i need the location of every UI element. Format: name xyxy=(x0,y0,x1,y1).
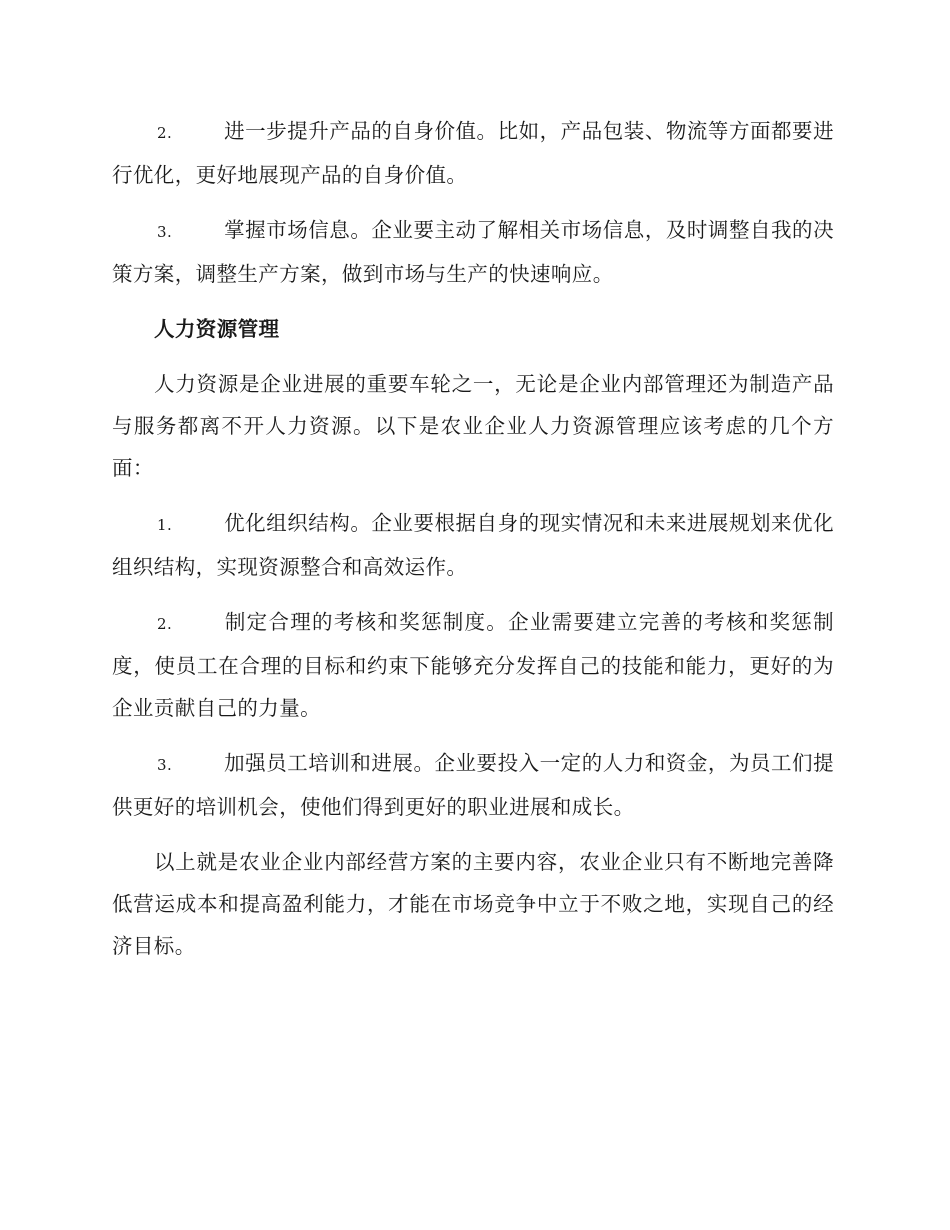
conclusion-paragraph: 以上就是农业企业内部经营方案的主要内容，农业企业只有不断地完善降低营运成本和提高盈利能力，才能在市场竞争中立于不败之地，实现自己的经济目标。 xyxy=(112,850,834,958)
list-item-text: 制定合理的考核和奖惩制度。企业需要建立完善的考核和奖惩制度，使员工在合理的目标和约束下能够充分发挥自己的技能和能力，更好的为企业贡献自己的力量。 xyxy=(112,610,834,720)
list-item-text: 加强员工培训和进展。企业要投入一定的人力和资金，为员工们提供更好的培训机会，使他们得到更好的职业进展和成长。 xyxy=(112,751,834,819)
document-page xyxy=(112,110,834,980)
list-item-text: 优化组织结构。企业要根据自身的现实情况和未来进展规划来优化组织结构，实现资源整合和高效运作。 xyxy=(112,511,834,579)
section-heading: 人力资源管理 xyxy=(154,317,280,341)
list-item xyxy=(112,502,834,588)
list-item xyxy=(112,601,834,729)
list-item-text: 掌握市场信息。企业要主动了解相关市场信息，及时调整自我的决策方案，调整生产方案，做到市场与生产的快速响应。 xyxy=(112,218,834,286)
list-item xyxy=(112,110,834,196)
list-item xyxy=(112,209,834,295)
list-number: 3. xyxy=(157,223,173,241)
list-item-text: 进一步提升产品的自身价值。比如，产品包装、物流等方面都要进行优化，更好地展现产品的自身价值。 xyxy=(112,119,834,187)
list-number: 3. xyxy=(157,756,173,774)
list-number: 2. xyxy=(157,615,173,633)
list-number: 2. xyxy=(157,124,173,142)
list-item xyxy=(112,742,834,828)
intro-paragraph: 人力资源是企业进展的重要车轮之一，无论是企业内部管理还为制造产品与服务都离不开人力资源。以下是农业企业人力资源管理应该考虑的几个方面： xyxy=(112,372,834,480)
list-number: 1. xyxy=(157,516,173,534)
